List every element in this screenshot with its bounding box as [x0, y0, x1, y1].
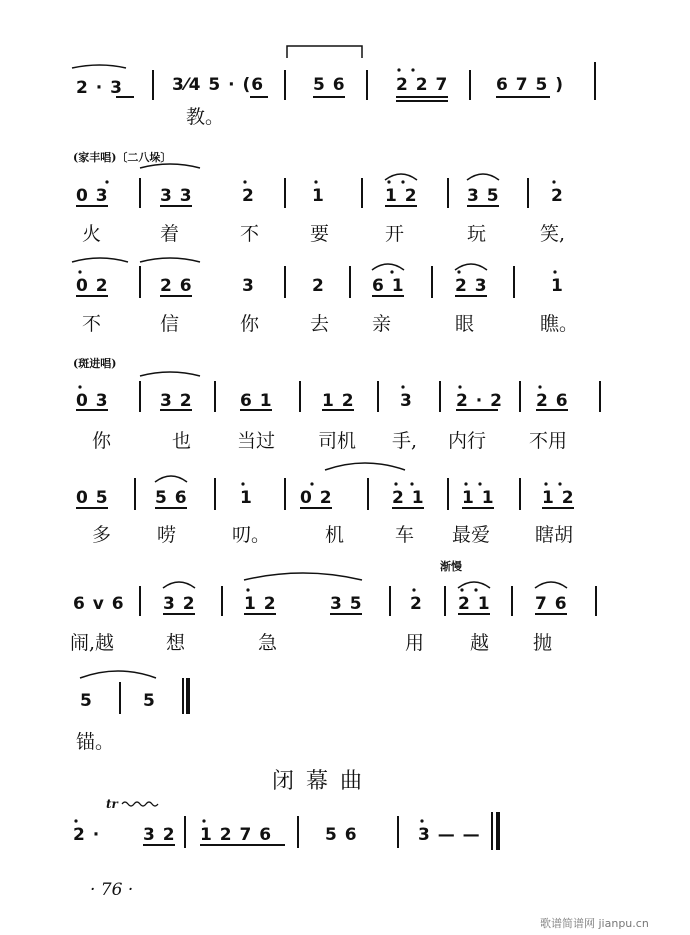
lyric: 车 [395, 524, 415, 546]
lyric: 闹,越 [70, 632, 115, 654]
lyric: 司机 [318, 430, 357, 452]
note-group: 3 5 [330, 594, 363, 614]
note-group: 5 [143, 691, 156, 711]
lyric: 瞎胡 [535, 524, 574, 546]
note-group: 2 6 [536, 391, 569, 411]
lyric: 最爱 [452, 524, 491, 546]
note-group: 3⁄4 5 · (6 [172, 75, 265, 95]
note-group: 0 3 [76, 186, 109, 206]
note-group: 3 2 [160, 391, 193, 411]
note-group: 0 3 [76, 391, 109, 411]
trill-marking: tr [106, 797, 118, 811]
note-group: 2 · [73, 825, 101, 845]
lyric: 开 [385, 223, 405, 245]
note-group: 1 2 7 6 [200, 825, 273, 845]
section-title: 闭幕曲 [272, 769, 375, 794]
note-group: 6 1 [240, 391, 273, 411]
note-group: 2 · 3 [76, 78, 123, 98]
note-group: 1 1 [462, 488, 495, 508]
note-group: 0 2 [76, 276, 109, 296]
note-group: 5 6 [325, 825, 358, 845]
lyric: 去 [310, 313, 330, 335]
note-group: 6 7 5 ) [496, 75, 565, 95]
lyric: 当过 [237, 430, 276, 452]
lyric: 亲 [372, 313, 392, 335]
note-group: 3 — — [418, 825, 481, 845]
note-group: 1 [551, 276, 564, 296]
lyric: 手, [392, 430, 418, 452]
lyric: 急 [258, 632, 278, 654]
lyric: 笑, [540, 223, 566, 245]
note-group: 1 2 [244, 594, 277, 614]
lyric: 你 [240, 313, 260, 335]
singer-label: (家丰唱)〔二八垛〕 [73, 151, 172, 164]
singer-label: (斑进唱) [73, 357, 117, 370]
lyric: 多 [92, 524, 112, 546]
note-group: 2 2 7 [396, 75, 449, 95]
note-group: 5 6 [313, 75, 346, 95]
lyric: 内行 [448, 430, 487, 452]
lyric: 越 [470, 632, 490, 654]
note-group: 1 2 [385, 186, 418, 206]
tempo-marking: 渐慢 [440, 560, 462, 573]
note-group: 6 v 6 [73, 594, 125, 614]
note-group: 0 5 [76, 488, 109, 508]
watermark: 歌谱简谱网 jianpu.cn [540, 917, 649, 930]
note-group: 3 2 [143, 825, 176, 845]
lyric: 机 [325, 524, 345, 546]
note-group: 7 6 [535, 594, 568, 614]
page-number: · 76 · [90, 880, 134, 900]
note-group: 2 [551, 186, 564, 206]
lyric: 也 [172, 430, 192, 452]
lyric: 着 [160, 223, 180, 245]
note-group: 3 [242, 276, 255, 296]
lyric: 火 [82, 223, 102, 245]
note-group: 2 6 [160, 276, 193, 296]
lyric: 想 [166, 632, 186, 654]
note-group: 2 1 [392, 488, 425, 508]
lyric: 不用 [529, 430, 568, 452]
lyric: 锚。 [76, 731, 115, 753]
note-group: 5 6 [155, 488, 188, 508]
lyric: 信 [160, 313, 180, 335]
lyric: 用 [405, 632, 425, 654]
note-group: 3 2 [163, 594, 196, 614]
note-group: 2 [312, 276, 325, 296]
lyric: 眼 [455, 313, 475, 335]
lyric: 瞧。 [540, 313, 579, 335]
note-group: 1 2 [542, 488, 575, 508]
note-group: 2 3 [455, 276, 488, 296]
note-group: 2 [242, 186, 255, 206]
note-group: 1 2 [322, 391, 355, 411]
note-group: 3 5 [467, 186, 500, 206]
lyric: 你 [92, 430, 112, 452]
note-group: 1 [240, 488, 253, 508]
lyric: 不 [82, 313, 102, 335]
lyric: 玩 [467, 223, 487, 245]
note-group: 3 3 [160, 186, 193, 206]
lyric: 抛 [533, 632, 553, 654]
note-group: 6 1 [372, 276, 405, 296]
lyric: 要 [310, 223, 330, 245]
note-group: 2 [410, 594, 423, 614]
note-group: 2 1 [458, 594, 491, 614]
lyric: 叨。 [232, 524, 271, 546]
note-group: 5 [80, 691, 93, 711]
lyric: 唠 [157, 524, 177, 546]
note-group: 3 [400, 391, 413, 411]
note-group: 2 · 2 [456, 391, 503, 411]
note-group: 1 [312, 186, 325, 206]
lyric: 不 [240, 223, 260, 245]
lyric: 教。 [186, 106, 225, 128]
note-group: 0 2 [300, 488, 333, 508]
